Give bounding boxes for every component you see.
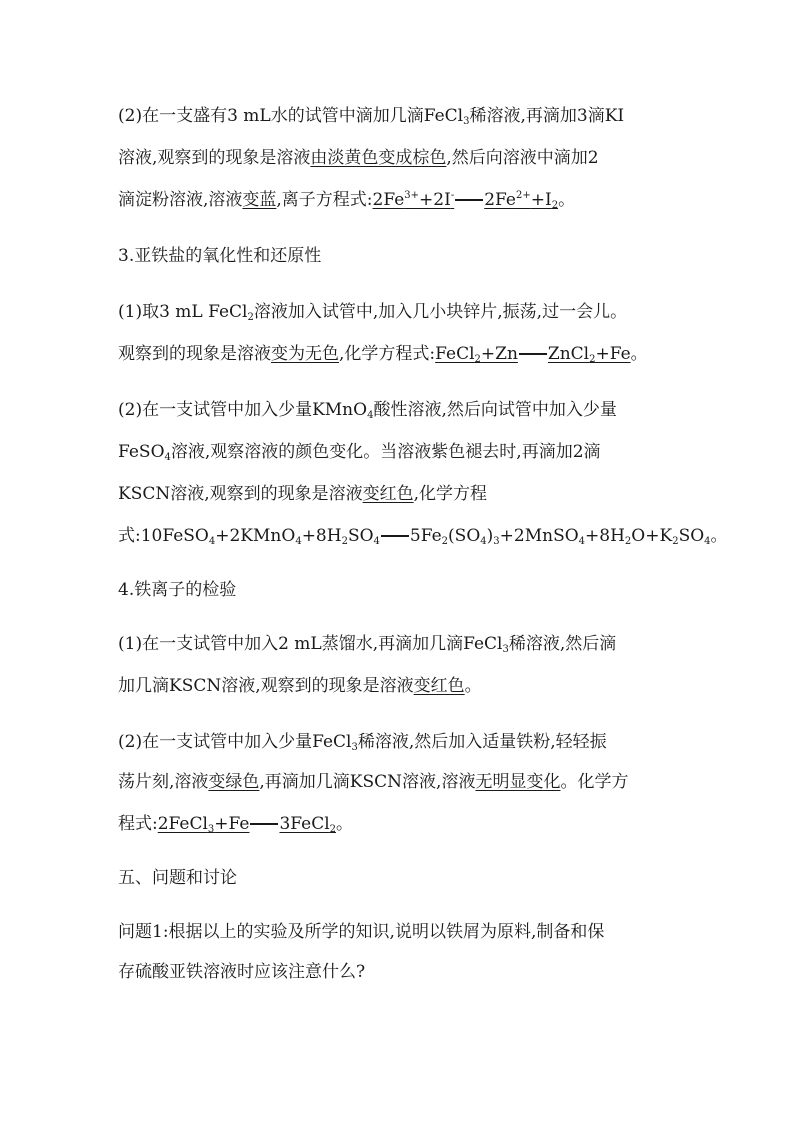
section-5-title: 五、问题和讨论 [118,868,237,888]
s4-a-line-2: 加几滴KSCN溶液,观察到的现象是溶液变红色。 [118,676,482,696]
s4-a-line-1: (1)在一支试管中加入2 mL蒸馏水,再滴加几滴FeCl$_3$稀溶液,然后滴 [118,634,617,655]
s3-b-line-3: KSCN溶液,观察到的现象是溶液变红色,化学方程 [118,484,488,504]
chemical-equation: FeCl$_2$+Zn ZnCl$_2$+Fe [435,344,631,365]
answer-blank: 变绿色 [208,772,260,792]
ionic-equation: $2Fe^{3+}+2I^-$ $2Fe^{2+}+I_2$ [372,190,559,211]
s4-b-line-2: 荡片刻,溶液变绿色,再滴加几滴KSCN溶液,溶液无明显变化。化学方 [118,772,629,792]
section-3-title: 3.亚铁盐的氧化性和还原性 [118,246,322,266]
s3-a-line-1: (1)取3 mL FeCl$_2$溶液加入试管中,加入几小块锌片,振荡,过一会儿。 [118,302,628,323]
answer-blank: 变红色 [413,676,465,696]
p1-line-1: (2)在一支盛有3 mL水的试管中滴加几滴FeCl$_3$稀溶液,再滴加3滴KI [118,106,625,127]
s3-b-line-1: (2)在一支试管中加入少量KMnO$_4$酸性溶液,然后向试管中加入少量 [118,400,617,421]
s4-b-line-1: (2)在一支试管中加入少量FeCl$_3$稀溶液,然后加入适量铁粉,轻轻振 [118,732,607,753]
question-1-line-2: 存硫酸亚铁溶液时应该注意什么? [118,962,366,982]
p1-line-3: 滴淀粉溶液,溶液变蓝,离子方程式$:2Fe^{3+}+2I^-$ $2Fe^{2+}+I_2$。 [118,190,576,211]
s4-b-line-3: 程式:2FeCl$_3$+Fe 3FeCl$_2$。 [118,814,354,835]
answer-blank: 变为无色 [271,344,339,364]
section-4-title: 4.铁离子的检验 [118,580,237,600]
s3-b-line-2: FeSO$_4$溶液,观察溶液的颜色变化。当溶液紫色褪去时,再滴加2滴 [118,442,601,463]
question-1-line-1: 问题1:根据以上的实验及所学的知识,说明以铁屑为原料,制备和保 [118,922,605,942]
p1-line-2: 溶液,观察到的现象是溶液由淡黄色变成棕色,然后向溶液中滴加2 [118,148,599,168]
answer-blank: 变红色 [362,484,414,504]
answer-blank: 由淡黄色变成棕色 [310,148,447,168]
chemical-equation: 2FeCl$_3$+Fe 3FeCl$_2$ [157,814,337,835]
answer-blank: 变蓝 [242,190,277,210]
s3-a-line-2: 观察到的现象是溶液变为无色,化学方程式:FeCl$_2$+Zn ZnCl$_2$+Fe。 [118,344,648,365]
s3-b-line-4: 式$:10FeSO_4+2KMnO_4+8H_2SO_4$ $5Fe_2(SO_4)_3+2MnSO_4+8H_2O+K_2SO_4$。 [118,526,728,547]
answer-blank: 无明显变化 [475,772,561,792]
